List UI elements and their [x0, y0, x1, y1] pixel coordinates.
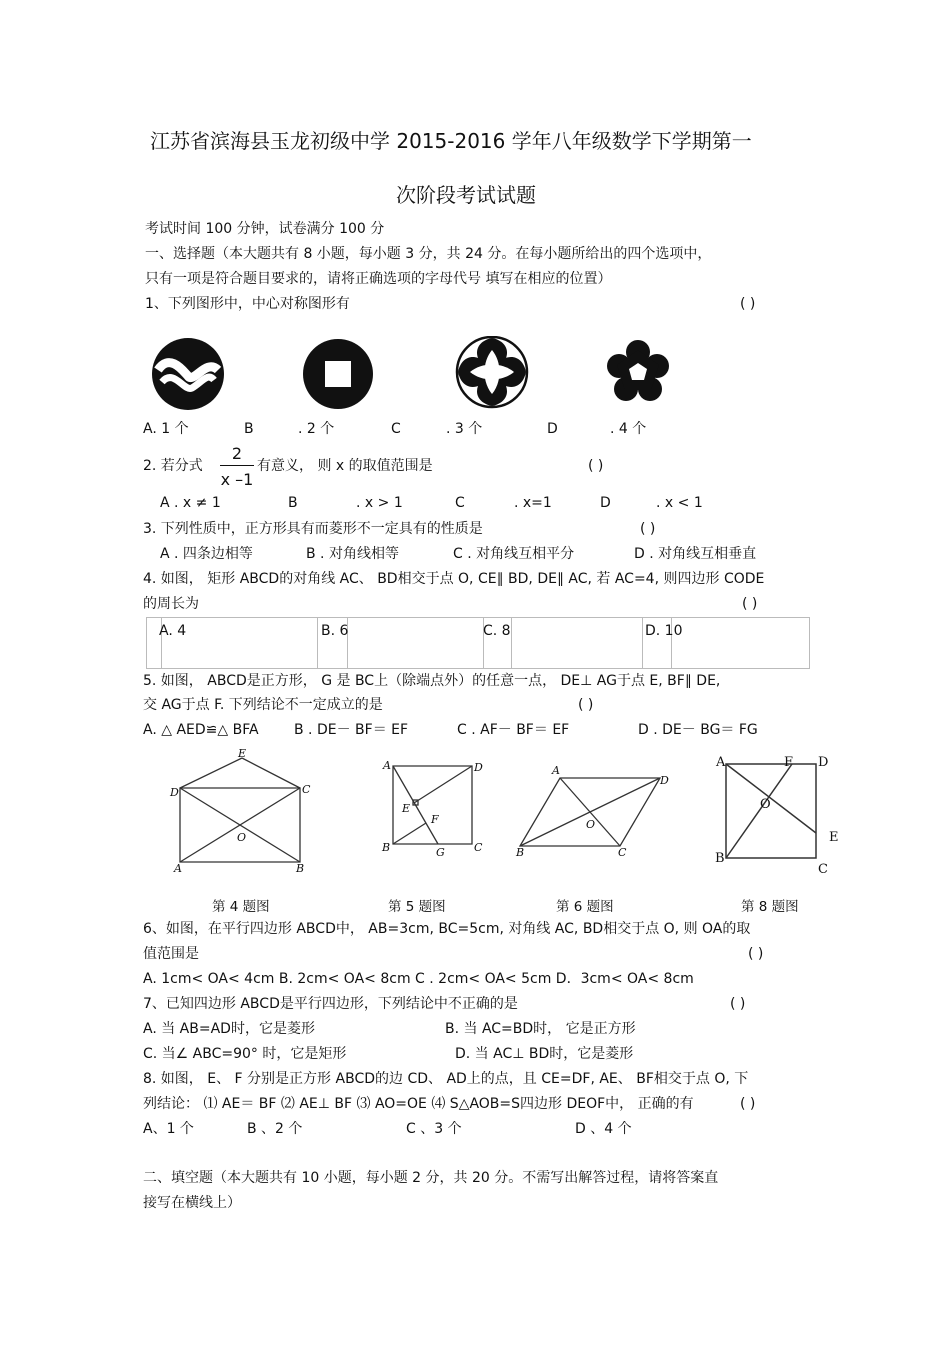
q6-answer-paren: ( ): [748, 946, 764, 962]
fig6-label-a: A: [552, 764, 560, 777]
q4-option-a: A. 4: [159, 623, 187, 639]
q1-option-a: A. 1 个: [143, 421, 189, 437]
figure-5-caption: 第 5 题图: [388, 899, 446, 915]
q5-answer-paren: ( ): [578, 697, 594, 713]
q2-answer-paren: ( ): [588, 458, 604, 474]
fig5-label-f: F: [431, 813, 439, 826]
q3-stem: 3. 下列性质中，正方形具有而菱形不一定具有的性质是: [143, 521, 483, 537]
q2-stem-post: 有意义， 则 x 的取值范围是: [257, 458, 433, 474]
q4-answer-paren: ( ): [742, 596, 758, 612]
fig4-label-e: E: [238, 748, 247, 760]
q8-answer-paren: ( ): [740, 1096, 756, 1112]
q2-option-c-text: . x=1: [514, 495, 552, 511]
q1-option-c-text: . 3 个: [446, 421, 483, 437]
fig5-label-e: E: [402, 802, 411, 815]
fig5-label-g: G: [436, 846, 445, 859]
fig4-label-b: B: [296, 862, 305, 875]
figure-4-caption: 第 4 题图: [212, 899, 270, 915]
q4-option-b: B. 6: [321, 623, 349, 639]
q1-figure-pentagon-icon: [607, 340, 669, 401]
q8-option-b: B 、2 个: [247, 1121, 303, 1137]
geometry-figures: [160, 748, 850, 883]
section1-intro-line2: 只有一项是符合题目要求的，请将正确选项的字母代号 填写在相应的位置）: [145, 271, 612, 287]
q6-stem-line2: 值范围是: [143, 946, 199, 962]
fig5-label-b: B: [382, 841, 391, 854]
q8-option-a: A、1 个: [143, 1121, 194, 1137]
q2-fraction-bar: [220, 465, 254, 466]
q2-option-d: D: [600, 495, 611, 511]
q8-stem-line1: 8. 如图， E、 F 分别是正方形 ABCD的边 CD、 AD上的点，且 CE=DF, AE、 BF相交于点 O, 下: [143, 1071, 749, 1087]
page-title-line2: 次阶段考试试题: [396, 183, 536, 207]
fig8-label-b: B: [715, 851, 725, 866]
q5-option-c: C . AF－ BF＝ EF: [457, 722, 570, 738]
fig4-label-o: O: [237, 831, 247, 844]
q2-option-b-text: . x > 1: [356, 495, 403, 511]
q8-option-d: D 、4 个: [575, 1121, 632, 1137]
q4-option-c: C. 8: [483, 623, 511, 639]
figure-6-caption: 第 6 题图: [556, 899, 614, 915]
fig8-label-d: D: [818, 755, 829, 770]
figure-4-diagram: [180, 758, 300, 862]
q4-stem-line1: 4. 如图， 矩形 ABCD的对角线 AC、 BD相交于点 O, CE∥ BD, DE∥ AC, 若 AC=4, 则四边形 CODE: [143, 571, 765, 587]
fig8-label-a: A: [716, 755, 726, 770]
fig6-label-b: B: [516, 846, 525, 859]
q1-figure-wave-icon: [152, 338, 224, 410]
fig6-label-d: D: [660, 774, 669, 787]
q2-fraction-numerator: 2: [231, 444, 243, 463]
q5-option-d: D . DE－ BG＝ FG: [638, 722, 758, 738]
q2-option-a: A . x ≠ 1: [160, 495, 221, 511]
figure-8-caption: 第 8 题图: [741, 899, 799, 915]
q7-option-d: D. 当 AC⊥ BD时，它是菱形: [455, 1046, 634, 1062]
q1-option-c: C: [391, 421, 401, 437]
figure-8-diagram: [726, 764, 816, 858]
q4-stem-line2: 的周长为: [143, 596, 199, 612]
fig5-label-d: D: [474, 761, 483, 774]
q3-option-d: D . 对角线互相垂直: [634, 546, 757, 562]
q5-stem-line1: 5. 如图， ABCD是正方形， G 是 BC上（除端点外）的任意一点， DE⊥ AG于点 E, BF∥ DE,: [143, 673, 721, 689]
figure-6-diagram: [520, 778, 660, 846]
fig8-label-e: E: [829, 830, 839, 845]
q4-option-d: D. 10: [645, 623, 683, 639]
q2-option-d-text: . x < 1: [656, 495, 703, 511]
fig8-label-o: O: [760, 797, 771, 812]
q5-option-a: A. △ AED≌△ BFA: [143, 722, 259, 738]
q7-option-a: A. 当 AB=AD时，它是菱形: [143, 1021, 315, 1037]
q7-answer-paren: ( ): [730, 996, 746, 1012]
q2-fraction-denominator: x –1: [220, 470, 254, 489]
q2-option-c: C: [455, 495, 465, 511]
section2-intro-line2: 接写在横线上）: [143, 1195, 241, 1211]
q6-stem-line1: 6、如图，在平行四边形 ABCD中， AB=3cm, BC=5cm, 对角线 AC, BD相交于点 O, 则 OA的取: [143, 921, 751, 937]
section1-intro-line1: 一、选择题（本大题共有 8 小题，每小题 3 分，共 24 分。在每小题所给出的四个选项中，: [145, 246, 712, 262]
fig4-label-c: C: [302, 783, 311, 796]
q3-option-a: A . 四条边相等: [160, 546, 253, 562]
q2-option-b: B: [288, 495, 298, 511]
q1-option-b-text: . 2 个: [298, 421, 335, 437]
q7-option-b: B. 当 AC=BD时， 它是正方形: [445, 1021, 636, 1037]
q1-option-b: B: [244, 421, 254, 437]
fig5-label-c: C: [474, 841, 483, 854]
q1-answer-paren: ( ): [740, 296, 756, 312]
fig4-label-d: D: [170, 786, 179, 799]
q7-option-c: C. 当∠ ABC=90° 时，它是矩形: [143, 1046, 347, 1062]
q3-answer-paren: ( ): [640, 521, 656, 537]
q8-stem-line2: 列结论： ⑴ AE＝ BF ⑵ AE⊥ BF ⑶ AO=OE ⑷ S△AOB=S四边形 DEOF中， 正确的有: [143, 1096, 694, 1112]
fig8-label-c: C: [818, 862, 828, 877]
q3-option-b: B . 对角线相等: [306, 546, 399, 562]
q1-figure-petals-icon: [457, 337, 527, 407]
q3-option-c: C . 对角线互相平分: [453, 546, 575, 562]
q5-option-b: B . DE－ BF＝ EF: [294, 722, 409, 738]
q1-stem: 1、下列图形中，中心对称图形有: [145, 296, 350, 312]
fig6-label-c: C: [618, 846, 627, 859]
q6-options: A. 1cm< OA< 4cm B. 2cm< OA< 8cm C . 2cm< OA< 5cm D．3cm< OA< 8cm: [143, 971, 694, 987]
q8-option-c: C 、3 个: [406, 1121, 462, 1137]
fig4-label-a: A: [174, 862, 182, 875]
q4-options-table: [146, 617, 810, 669]
q7-stem: 7、已知四边形 ABCD是平行四边形，下列结论中不正确的是: [143, 996, 518, 1012]
section2-intro-line1: 二、填空题（本大题共有 10 小题，每小题 2 分，共 20 分。不需写出解答过程，请将答案直: [143, 1170, 719, 1186]
q5-stem-line2: 交 AG于点 F. 下列结论不一定成立的是: [143, 697, 383, 713]
exam-info: 考试时间 100 分钟，试卷满分 100 分: [145, 221, 385, 237]
q1-figures: [150, 336, 680, 412]
page-title-line1: 江苏省滨海县玉龙初级中学 2015-2016 学年八年级数学下学期第一: [150, 129, 752, 153]
fig6-label-o: O: [586, 818, 596, 831]
q2-stem-pre: 2. 若分式: [143, 458, 203, 474]
q1-option-d-text: . 4 个: [610, 421, 647, 437]
fig5-label-a: A: [383, 759, 391, 772]
fig8-label-f: F: [784, 755, 794, 770]
q1-option-d: D: [547, 421, 558, 437]
q1-figure-coin-icon: [303, 339, 373, 409]
